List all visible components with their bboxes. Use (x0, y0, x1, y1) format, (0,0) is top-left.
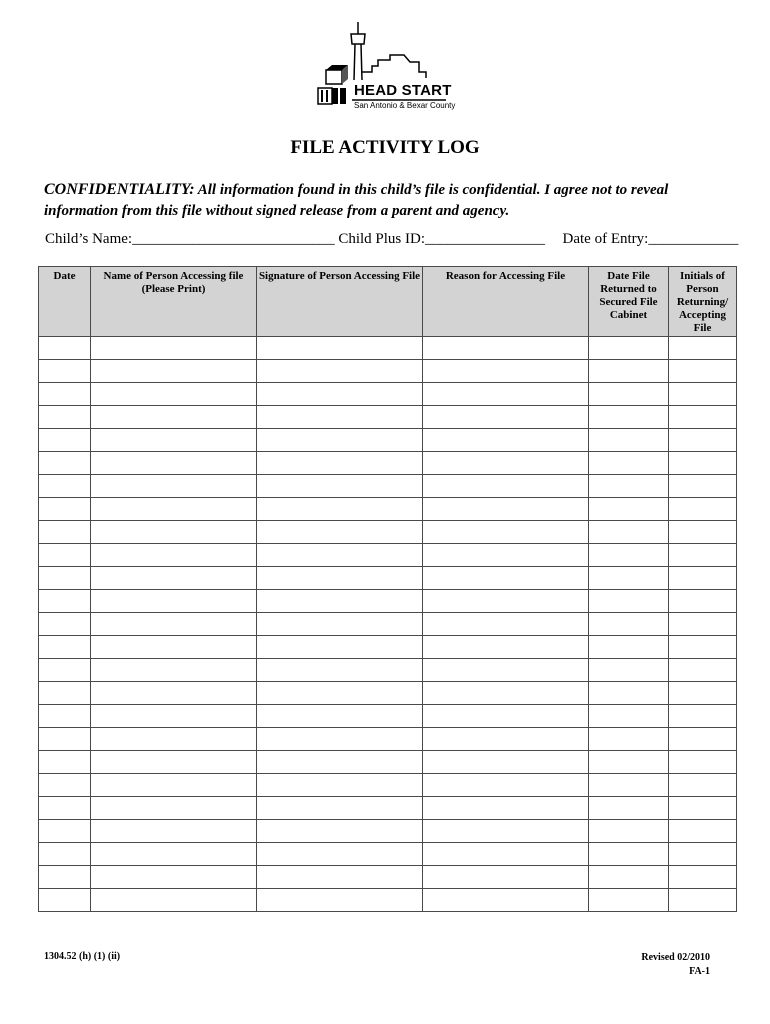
table-body (39, 337, 737, 912)
cell-name[interactable] (91, 360, 257, 383)
cell-initials[interactable] (669, 636, 737, 659)
cell-date-returned[interactable] (589, 866, 669, 889)
cell-reason[interactable] (423, 659, 589, 682)
cell-name[interactable] (91, 866, 257, 889)
cell-date[interactable] (39, 590, 91, 613)
cell-signature[interactable] (257, 659, 423, 682)
cell-signature[interactable] (257, 475, 423, 498)
cell-date[interactable] (39, 820, 91, 843)
cell-date-returned[interactable] (589, 659, 669, 682)
cell-name[interactable] (91, 636, 257, 659)
cell-reason[interactable] (423, 498, 589, 521)
table-row (39, 820, 737, 843)
cell-initials[interactable] (669, 521, 737, 544)
cell-initials[interactable] (669, 498, 737, 521)
cell-name[interactable] (91, 383, 257, 406)
cell-initials[interactable] (669, 337, 737, 360)
cell-date-returned[interactable] (589, 567, 669, 590)
cell-signature[interactable] (257, 682, 423, 705)
cell-date[interactable] (39, 705, 91, 728)
cell-signature[interactable] (257, 774, 423, 797)
table-row (39, 728, 737, 751)
cell-date[interactable] (39, 751, 91, 774)
cell-name[interactable] (91, 705, 257, 728)
table-row (39, 774, 737, 797)
table-row (39, 613, 737, 636)
cell-name[interactable] (91, 567, 257, 590)
cell-reason[interactable] (423, 613, 589, 636)
cell-initials[interactable] (669, 705, 737, 728)
cell-name[interactable] (91, 659, 257, 682)
cell-reason[interactable] (423, 751, 589, 774)
cell-date-returned[interactable] (589, 843, 669, 866)
cell-signature[interactable] (257, 705, 423, 728)
cell-name[interactable] (91, 406, 257, 429)
cell-signature[interactable] (257, 567, 423, 590)
cell-signature[interactable] (257, 544, 423, 567)
confidentiality-lead: CONFIDENTIALITY: (44, 181, 195, 198)
cell-date[interactable] (39, 866, 91, 889)
cell-signature[interactable] (257, 613, 423, 636)
cell-reason[interactable] (423, 383, 589, 406)
table-row (39, 797, 737, 820)
table-row (39, 475, 737, 498)
cell-date-returned[interactable] (589, 751, 669, 774)
cell-name[interactable] (91, 613, 257, 636)
cell-date[interactable] (39, 498, 91, 521)
page-title: FILE ACTIVITY LOG (290, 137, 480, 158)
cell-date[interactable] (39, 337, 91, 360)
cell-date[interactable] (39, 682, 91, 705)
cell-initials[interactable] (669, 613, 737, 636)
table-row (39, 705, 737, 728)
child-plus-id-field[interactable]: ________________ (425, 231, 546, 247)
cell-date-returned[interactable] (589, 590, 669, 613)
cell-name[interactable] (91, 728, 257, 751)
child-info-fields (45, 231, 745, 248)
cell-name[interactable] (91, 797, 257, 820)
form-id: FA-1 (689, 966, 710, 977)
cell-initials[interactable] (669, 406, 737, 429)
cell-name[interactable] (91, 820, 257, 843)
cell-date[interactable] (39, 728, 91, 751)
cell-reason[interactable] (423, 452, 589, 475)
cell-signature[interactable] (257, 820, 423, 843)
cell-initials[interactable] (669, 659, 737, 682)
table-row (39, 521, 737, 544)
cell-name[interactable] (91, 337, 257, 360)
cell-reason[interactable] (423, 797, 589, 820)
cell-date[interactable] (39, 774, 91, 797)
cell-reason[interactable] (423, 544, 589, 567)
cell-reason[interactable] (423, 728, 589, 751)
cell-date[interactable] (39, 544, 91, 567)
table-row (39, 682, 737, 705)
cell-date[interactable] (39, 475, 91, 498)
cell-reason[interactable] (423, 429, 589, 452)
logo-name: HEAD START (354, 82, 452, 99)
cell-date-returned[interactable] (589, 889, 669, 912)
cell-initials[interactable] (669, 843, 737, 866)
cell-signature[interactable] (257, 889, 423, 912)
cell-date-returned[interactable] (589, 498, 669, 521)
cell-date-returned[interactable] (589, 774, 669, 797)
date-of-entry-label: Date of Entry: (562, 231, 649, 247)
cell-date[interactable] (39, 383, 91, 406)
cell-signature[interactable] (257, 406, 423, 429)
cell-initials[interactable] (669, 567, 737, 590)
file-activity-table (38, 266, 737, 912)
table-row (39, 429, 737, 452)
cell-signature[interactable] (257, 590, 423, 613)
cell-reason[interactable] (423, 682, 589, 705)
cell-date-returned[interactable] (589, 728, 669, 751)
cell-signature[interactable] (257, 751, 423, 774)
cell-signature[interactable] (257, 337, 423, 360)
table-row (39, 452, 737, 475)
cell-name[interactable] (91, 452, 257, 475)
cell-reason[interactable] (423, 636, 589, 659)
column-header-date-returned: Date File Returned to Secured File Cabinet (589, 267, 669, 337)
cell-signature[interactable] (257, 521, 423, 544)
cell-signature[interactable] (257, 843, 423, 866)
cell-initials[interactable] (669, 544, 737, 567)
cell-date[interactable] (39, 659, 91, 682)
cell-name[interactable] (91, 429, 257, 452)
cell-name[interactable] (91, 544, 257, 567)
cell-initials[interactable] (669, 360, 737, 383)
cell-date[interactable] (39, 429, 91, 452)
cell-initials[interactable] (669, 383, 737, 406)
cell-signature[interactable] (257, 866, 423, 889)
cell-name[interactable] (91, 498, 257, 521)
cell-reason[interactable] (423, 406, 589, 429)
cell-name[interactable] (91, 682, 257, 705)
cell-reason[interactable] (423, 820, 589, 843)
cell-initials[interactable] (669, 797, 737, 820)
table-row (39, 889, 737, 912)
cell-name[interactable] (91, 521, 257, 544)
cell-date[interactable] (39, 360, 91, 383)
child-name-field[interactable]: ___________________________ (132, 231, 335, 247)
table-row (39, 544, 737, 567)
cell-initials[interactable] (669, 452, 737, 475)
cell-date[interactable] (39, 613, 91, 636)
cell-date[interactable] (39, 843, 91, 866)
cell-date-returned[interactable] (589, 636, 669, 659)
cell-signature[interactable] (257, 429, 423, 452)
table-row (39, 636, 737, 659)
cell-name[interactable] (91, 889, 257, 912)
cell-reason[interactable] (423, 889, 589, 912)
cell-signature[interactable] (257, 360, 423, 383)
cell-date[interactable] (39, 452, 91, 475)
table-row (39, 590, 737, 613)
cell-name[interactable] (91, 774, 257, 797)
cell-date-returned[interactable] (589, 544, 669, 567)
cell-initials[interactable] (669, 728, 737, 751)
column-header-name: Name of Person Accessing file (Please Print) (91, 267, 257, 337)
table-row (39, 337, 737, 360)
cell-date-returned[interactable] (589, 820, 669, 843)
revision-info (600, 951, 710, 979)
cell-initials[interactable] (669, 751, 737, 774)
logo-subtitle: San Antonio & Bexar County (354, 101, 456, 110)
cell-reason[interactable] (423, 475, 589, 498)
cell-reason[interactable] (423, 337, 589, 360)
cell-initials[interactable] (669, 475, 737, 498)
cell-reason[interactable] (423, 567, 589, 590)
confidentiality-text: All information found in this child’s file is confidential. I agree not to reveal information from this file without signed release from a parent and agency. (44, 182, 669, 219)
cell-date-returned[interactable] (589, 337, 669, 360)
cell-date-returned[interactable] (589, 360, 669, 383)
cell-date-returned[interactable] (589, 613, 669, 636)
cell-signature[interactable] (257, 498, 423, 521)
cell-reason[interactable] (423, 705, 589, 728)
cell-reason[interactable] (423, 360, 589, 383)
table-row (39, 866, 737, 889)
cell-name[interactable] (91, 590, 257, 613)
column-header-signature: Signature of Person Accessing File (257, 267, 423, 337)
cell-initials[interactable] (669, 429, 737, 452)
cell-signature[interactable] (257, 636, 423, 659)
cell-date-returned[interactable] (589, 406, 669, 429)
cell-initials[interactable] (669, 774, 737, 797)
cell-date-returned[interactable] (589, 383, 669, 406)
cell-signature[interactable] (257, 728, 423, 751)
date-of-entry-field[interactable]: ____________ (648, 231, 739, 247)
cell-date[interactable] (39, 797, 91, 820)
cell-signature[interactable] (257, 452, 423, 475)
table-row (39, 843, 737, 866)
cell-name[interactable] (91, 751, 257, 774)
table-row (39, 659, 737, 682)
cell-date-returned[interactable] (589, 705, 669, 728)
cell-name[interactable] (91, 843, 257, 866)
table-row (39, 360, 737, 383)
cell-date-returned[interactable] (589, 682, 669, 705)
table-row (39, 406, 737, 429)
cell-reason[interactable] (423, 590, 589, 613)
cell-date-returned[interactable] (589, 429, 669, 452)
cell-name[interactable] (91, 475, 257, 498)
regulation-reference: 1304.52 (h) (1) (ii) (44, 951, 121, 962)
cell-date[interactable] (39, 889, 91, 912)
cell-initials[interactable] (669, 682, 737, 705)
table-row (39, 567, 737, 590)
child-name-label: Child’s Name: (45, 231, 133, 247)
cell-reason[interactable] (423, 843, 589, 866)
cell-date[interactable] (39, 521, 91, 544)
table-header-row (39, 267, 737, 337)
table-row (39, 751, 737, 774)
cell-date-returned[interactable] (589, 452, 669, 475)
confidentiality-statement (44, 179, 734, 222)
child-plus-id-label: Child Plus ID: (338, 231, 426, 247)
revised-date: Revised 02/2010 (641, 952, 710, 963)
cell-initials[interactable] (669, 820, 737, 843)
cell-date[interactable] (39, 567, 91, 590)
cell-date[interactable] (39, 636, 91, 659)
cell-initials[interactable] (669, 590, 737, 613)
cell-signature[interactable] (257, 383, 423, 406)
column-header-date: Date (39, 267, 91, 337)
table-row (39, 498, 737, 521)
cell-signature[interactable] (257, 797, 423, 820)
column-header-initials: Initials of Person Returning/ Accepting File (669, 267, 737, 337)
column-header-reason: Reason for Accessing File (423, 267, 589, 337)
cell-reason[interactable] (423, 866, 589, 889)
cell-initials[interactable] (669, 866, 737, 889)
cell-date-returned[interactable] (589, 521, 669, 544)
cell-date-returned[interactable] (589, 797, 669, 820)
table-row (39, 383, 737, 406)
head-start-logo (314, 22, 464, 114)
cell-initials[interactable] (669, 889, 737, 912)
cell-reason[interactable] (423, 774, 589, 797)
cell-date[interactable] (39, 406, 91, 429)
cell-date-returned[interactable] (589, 475, 669, 498)
cell-reason[interactable] (423, 521, 589, 544)
